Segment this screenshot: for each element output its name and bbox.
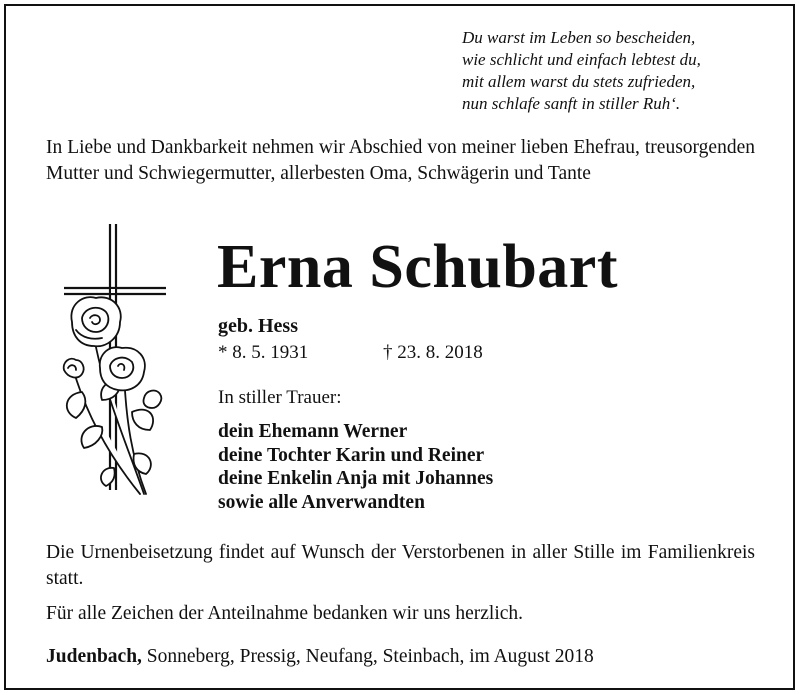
deceased-name: Erna Schubart bbox=[217, 233, 618, 301]
poem-line: nun schlafe sanft in stiller Ruh‘. bbox=[462, 94, 681, 113]
poem-line: Du warst im Leben so bescheiden, bbox=[462, 28, 696, 47]
mourner: deine Tochter Karin und Reiner bbox=[218, 444, 485, 466]
mourner: dein Ehemann Werner bbox=[218, 421, 408, 442]
thanks-text: Für alle Zeichen der Anteilnahme bedanken wir uns herzlich. bbox=[46, 603, 524, 624]
closing-line bbox=[46, 644, 594, 670]
closing-place: Judenbach, bbox=[46, 646, 142, 667]
mourner: deine Enkelin Anja mit Johannes bbox=[218, 468, 494, 489]
mourner: sowie alle Anverwandten bbox=[218, 491, 425, 513]
birth-date: * 8. 5. 1931 bbox=[218, 342, 309, 363]
mourners-list bbox=[218, 420, 493, 514]
death-date: † 23. 8. 2018 bbox=[383, 342, 483, 363]
intro-text: In Liebe und Dankbarkeit nehmen wir Abschied von meiner lieben Ehefrau, treusorgenden Mutter und Schwiegermutter, allerbesten Oma, Schwägerin und Tante bbox=[46, 137, 755, 184]
poem bbox=[462, 27, 701, 115]
maiden-name: geb. Hess bbox=[218, 315, 298, 337]
funeral-notice: Die Urnenbeisetzung findet auf Wunsch der Verstorbenen in aller Stille im Familienkreis statt. bbox=[46, 542, 755, 589]
poem-line: mit allem warst du stets zufrieden, bbox=[462, 72, 696, 91]
mourning-heading: In stiller Trauer: bbox=[218, 387, 342, 408]
cross-with-roses-icon bbox=[54, 222, 184, 522]
closing-rest: Sonneberg, Pressig, Neufang, Steinbach, im August 2018 bbox=[141, 646, 594, 667]
poem-line: wie schlicht und einfach lebtest du, bbox=[462, 50, 701, 69]
